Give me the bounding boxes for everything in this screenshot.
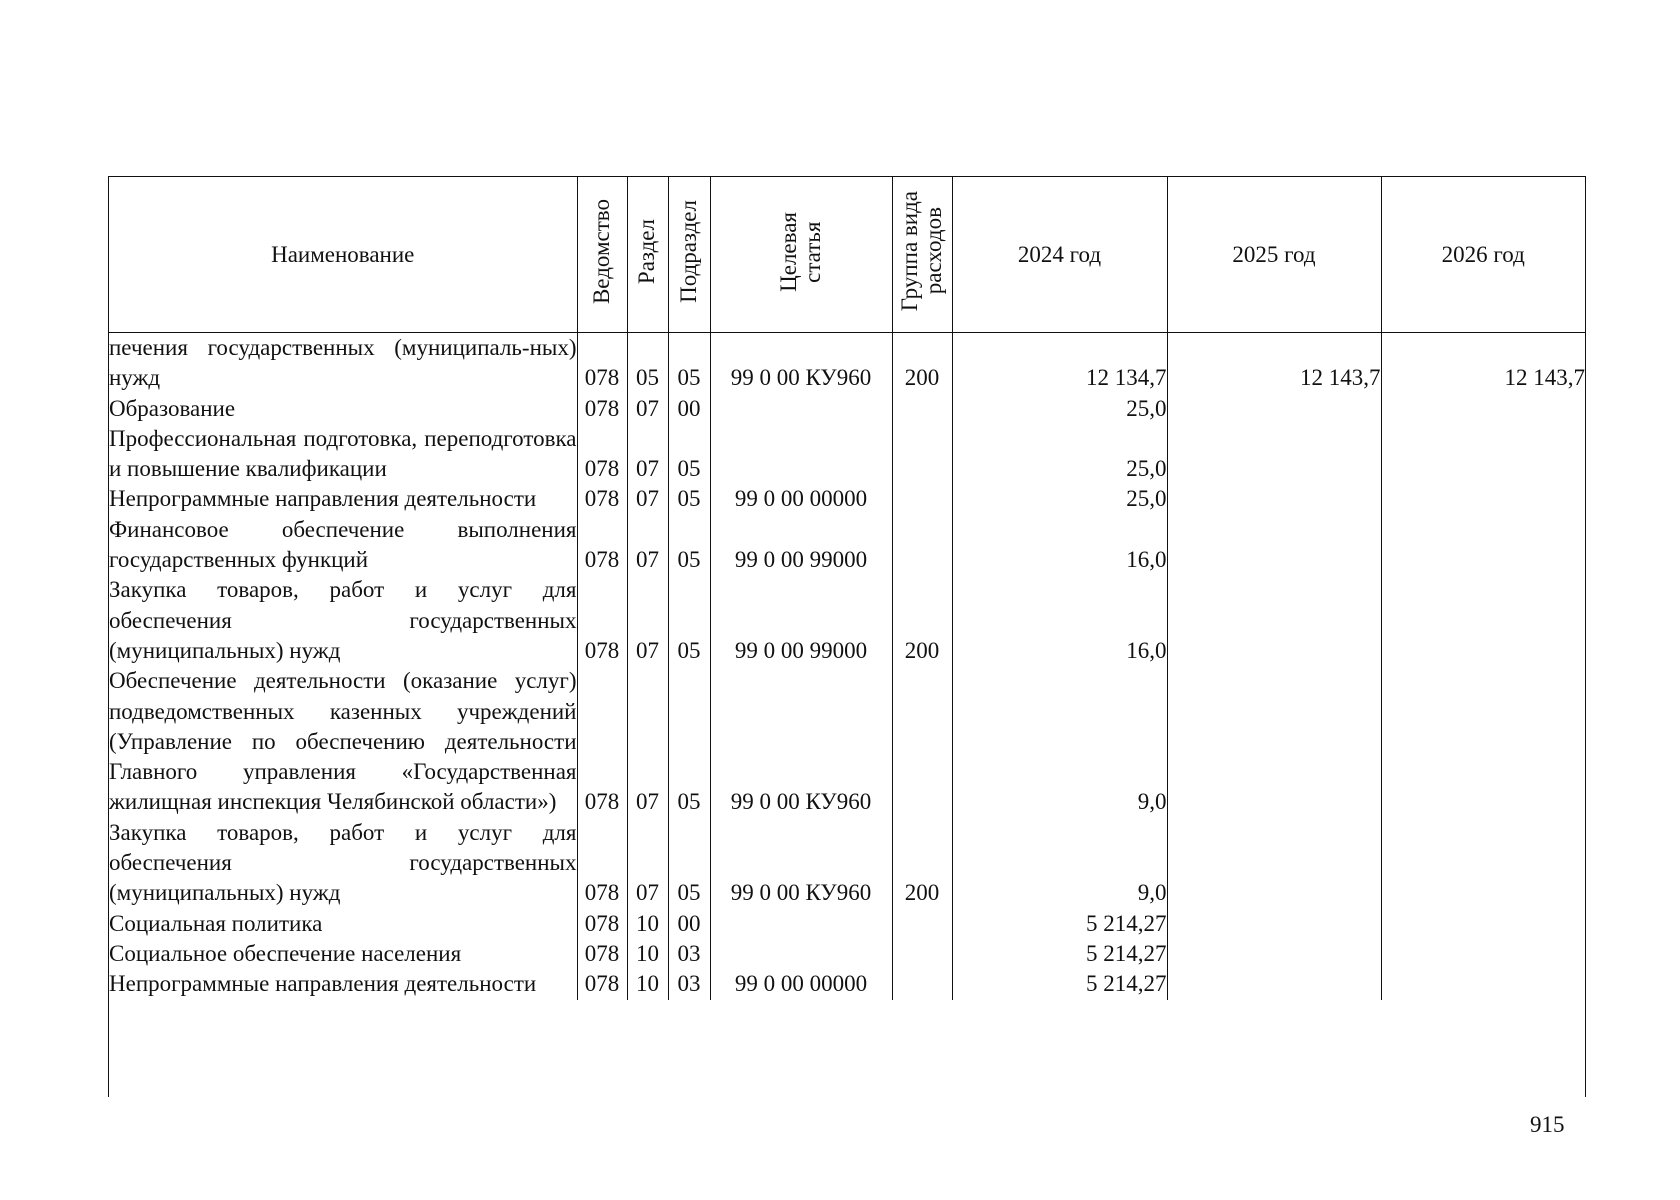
row-2024: 16,0: [952, 575, 1167, 666]
row-subsection: 05: [668, 575, 710, 666]
row-name: Обеспечение деятельности (оказание услуг) подведомственных казенных учреждений (Управление по обеспечению деятельности Главного управления «Государственная жилищная инспекция Челябинской области»): [109, 668, 577, 815]
row-section: 07: [627, 666, 668, 817]
header-2024: 2024 год: [952, 177, 1167, 333]
row-2026: [1381, 424, 1585, 485]
header-section: Раздел: [627, 177, 668, 333]
row-2025: 12 143,7: [1167, 333, 1381, 394]
row-target: 99 0 00 00000: [710, 969, 892, 999]
table-row: [109, 394, 1585, 424]
table-row: [109, 818, 1585, 909]
row-subsection: 05: [668, 484, 710, 514]
table-row: [109, 969, 1585, 999]
row-target: 99 0 00 99000: [710, 575, 892, 666]
row-2025: [1167, 818, 1381, 909]
row-2026: [1381, 515, 1585, 576]
row-expense-group: [892, 484, 952, 514]
row-expense-group: [892, 424, 952, 485]
table-row: [109, 575, 1585, 666]
row-subsection: 05: [668, 333, 710, 394]
row-dept: 078: [577, 515, 627, 576]
table-row: [109, 515, 1585, 576]
row-expense-group: [892, 515, 952, 576]
row-section: 07: [627, 575, 668, 666]
row-2026: [1381, 575, 1585, 666]
page-number: 915: [1530, 1112, 1565, 1137]
row-section: 10: [627, 969, 668, 999]
budget-table-frame: [108, 176, 1586, 1097]
row-2026: [1381, 818, 1585, 909]
row-section: 07: [627, 484, 668, 514]
row-dept: 078: [577, 818, 627, 909]
table-row: [109, 333, 1585, 394]
row-name: Профессиональная подготовка, переподготовка и повышение квалификации: [109, 425, 577, 482]
table-row: [109, 484, 1585, 514]
row-subsection: 00: [668, 394, 710, 424]
row-name: Закупка товаров, работ и услуг для обеспечения государственных (муниципальных) нужд: [109, 577, 577, 663]
row-expense-group: 200: [892, 575, 952, 666]
row-2025: [1167, 575, 1381, 666]
header-subsection: Подраздел: [668, 177, 710, 333]
row-2025: [1167, 909, 1381, 939]
row-2024: 12 134,7: [952, 333, 1167, 394]
table-row: [109, 909, 1585, 939]
row-subsection: 00: [668, 909, 710, 939]
row-target: 99 0 00 00000: [710, 484, 892, 514]
row-2026: [1381, 939, 1585, 969]
row-section: 07: [627, 424, 668, 485]
row-subsection: 05: [668, 666, 710, 817]
row-target: [710, 424, 892, 485]
header-target: Целевая статья: [710, 177, 892, 333]
row-expense-group: [892, 666, 952, 817]
row-name: Закупка товаров, работ и услуг для обеспечения государственных (муниципальных) нужд: [109, 819, 577, 906]
row-target: 99 0 00 99000: [710, 515, 892, 576]
row-2025: [1167, 484, 1381, 514]
row-target: [710, 909, 892, 939]
row-section: 07: [627, 818, 668, 909]
row-2024: 5 214,27: [952, 909, 1167, 939]
row-2025: [1167, 969, 1381, 999]
row-2025: [1167, 424, 1381, 485]
row-2024: 5 214,27: [952, 939, 1167, 969]
row-section: 10: [627, 939, 668, 969]
row-dept: 078: [577, 333, 627, 394]
row-2026: [1381, 909, 1585, 939]
row-2024: 25,0: [952, 394, 1167, 424]
row-2026: [1381, 666, 1585, 817]
row-2024: 9,0: [952, 818, 1167, 909]
row-2026: [1381, 394, 1585, 424]
row-expense-group: [892, 969, 952, 999]
row-name: Социальная политика: [109, 910, 323, 936]
row-2024: 9,0: [952, 666, 1167, 817]
row-name: Социальное обеспечение населения: [109, 940, 462, 966]
table-row: [109, 424, 1585, 485]
row-subsection: 03: [668, 969, 710, 999]
row-expense-group: 200: [892, 818, 952, 909]
header-expense-group: Группа вида расходов: [892, 177, 952, 333]
row-section: 07: [627, 394, 668, 424]
row-dept: 078: [577, 484, 627, 514]
row-dept: 078: [577, 424, 627, 485]
row-section: 07: [627, 515, 668, 576]
row-expense-group: [892, 939, 952, 969]
row-2025: [1167, 666, 1381, 817]
row-2025: [1167, 394, 1381, 424]
row-2026: 12 143,7: [1381, 333, 1585, 394]
row-section: 05: [627, 333, 668, 394]
row-dept: 078: [577, 909, 627, 939]
row-target: [710, 939, 892, 969]
row-name: Непрограммные направления деятельности: [109, 486, 537, 512]
row-expense-group: [892, 909, 952, 939]
row-2025: [1167, 515, 1381, 576]
row-2024: 25,0: [952, 424, 1167, 485]
row-target: 99 0 00 КУ960: [710, 818, 892, 909]
row-section: 10: [627, 909, 668, 939]
row-target: 99 0 00 КУ960: [710, 333, 892, 394]
row-2026: [1381, 969, 1585, 999]
row-dept: 078: [577, 575, 627, 666]
row-expense-group: 200: [892, 333, 952, 394]
row-2026: [1381, 484, 1585, 514]
header-name: Наименование: [109, 177, 577, 333]
row-target: [710, 394, 892, 424]
row-target: 99 0 00 КУ960: [710, 666, 892, 817]
header-dept: Ведомство: [577, 177, 627, 333]
row-name: Финансовое обеспечение выполнения государственных функций: [109, 516, 577, 573]
row-dept: 078: [577, 394, 627, 424]
row-subsection: 05: [668, 424, 710, 485]
row-name: печения государственных (муниципаль-ных) нужд: [109, 335, 577, 391]
row-dept: 078: [577, 939, 627, 969]
header-2026: 2026 год: [1381, 177, 1585, 333]
table-row: [109, 939, 1585, 969]
header-2025: 2025 год: [1167, 177, 1381, 333]
budget-table: [109, 177, 1585, 1000]
row-dept: 078: [577, 969, 627, 999]
table-row: [109, 666, 1585, 817]
row-expense-group: [892, 394, 952, 424]
row-2024: 5 214,27: [952, 969, 1167, 999]
row-2024: 16,0: [952, 515, 1167, 576]
row-subsection: 03: [668, 939, 710, 969]
row-2025: [1167, 939, 1381, 969]
row-subsection: 05: [668, 515, 710, 576]
table-header-row: [109, 177, 1585, 333]
row-name: Непрограммные направления деятельности: [109, 971, 537, 997]
row-dept: 078: [577, 666, 627, 817]
row-name: Образование: [109, 395, 236, 421]
row-subsection: 05: [668, 818, 710, 909]
row-2024: 25,0: [952, 484, 1167, 514]
